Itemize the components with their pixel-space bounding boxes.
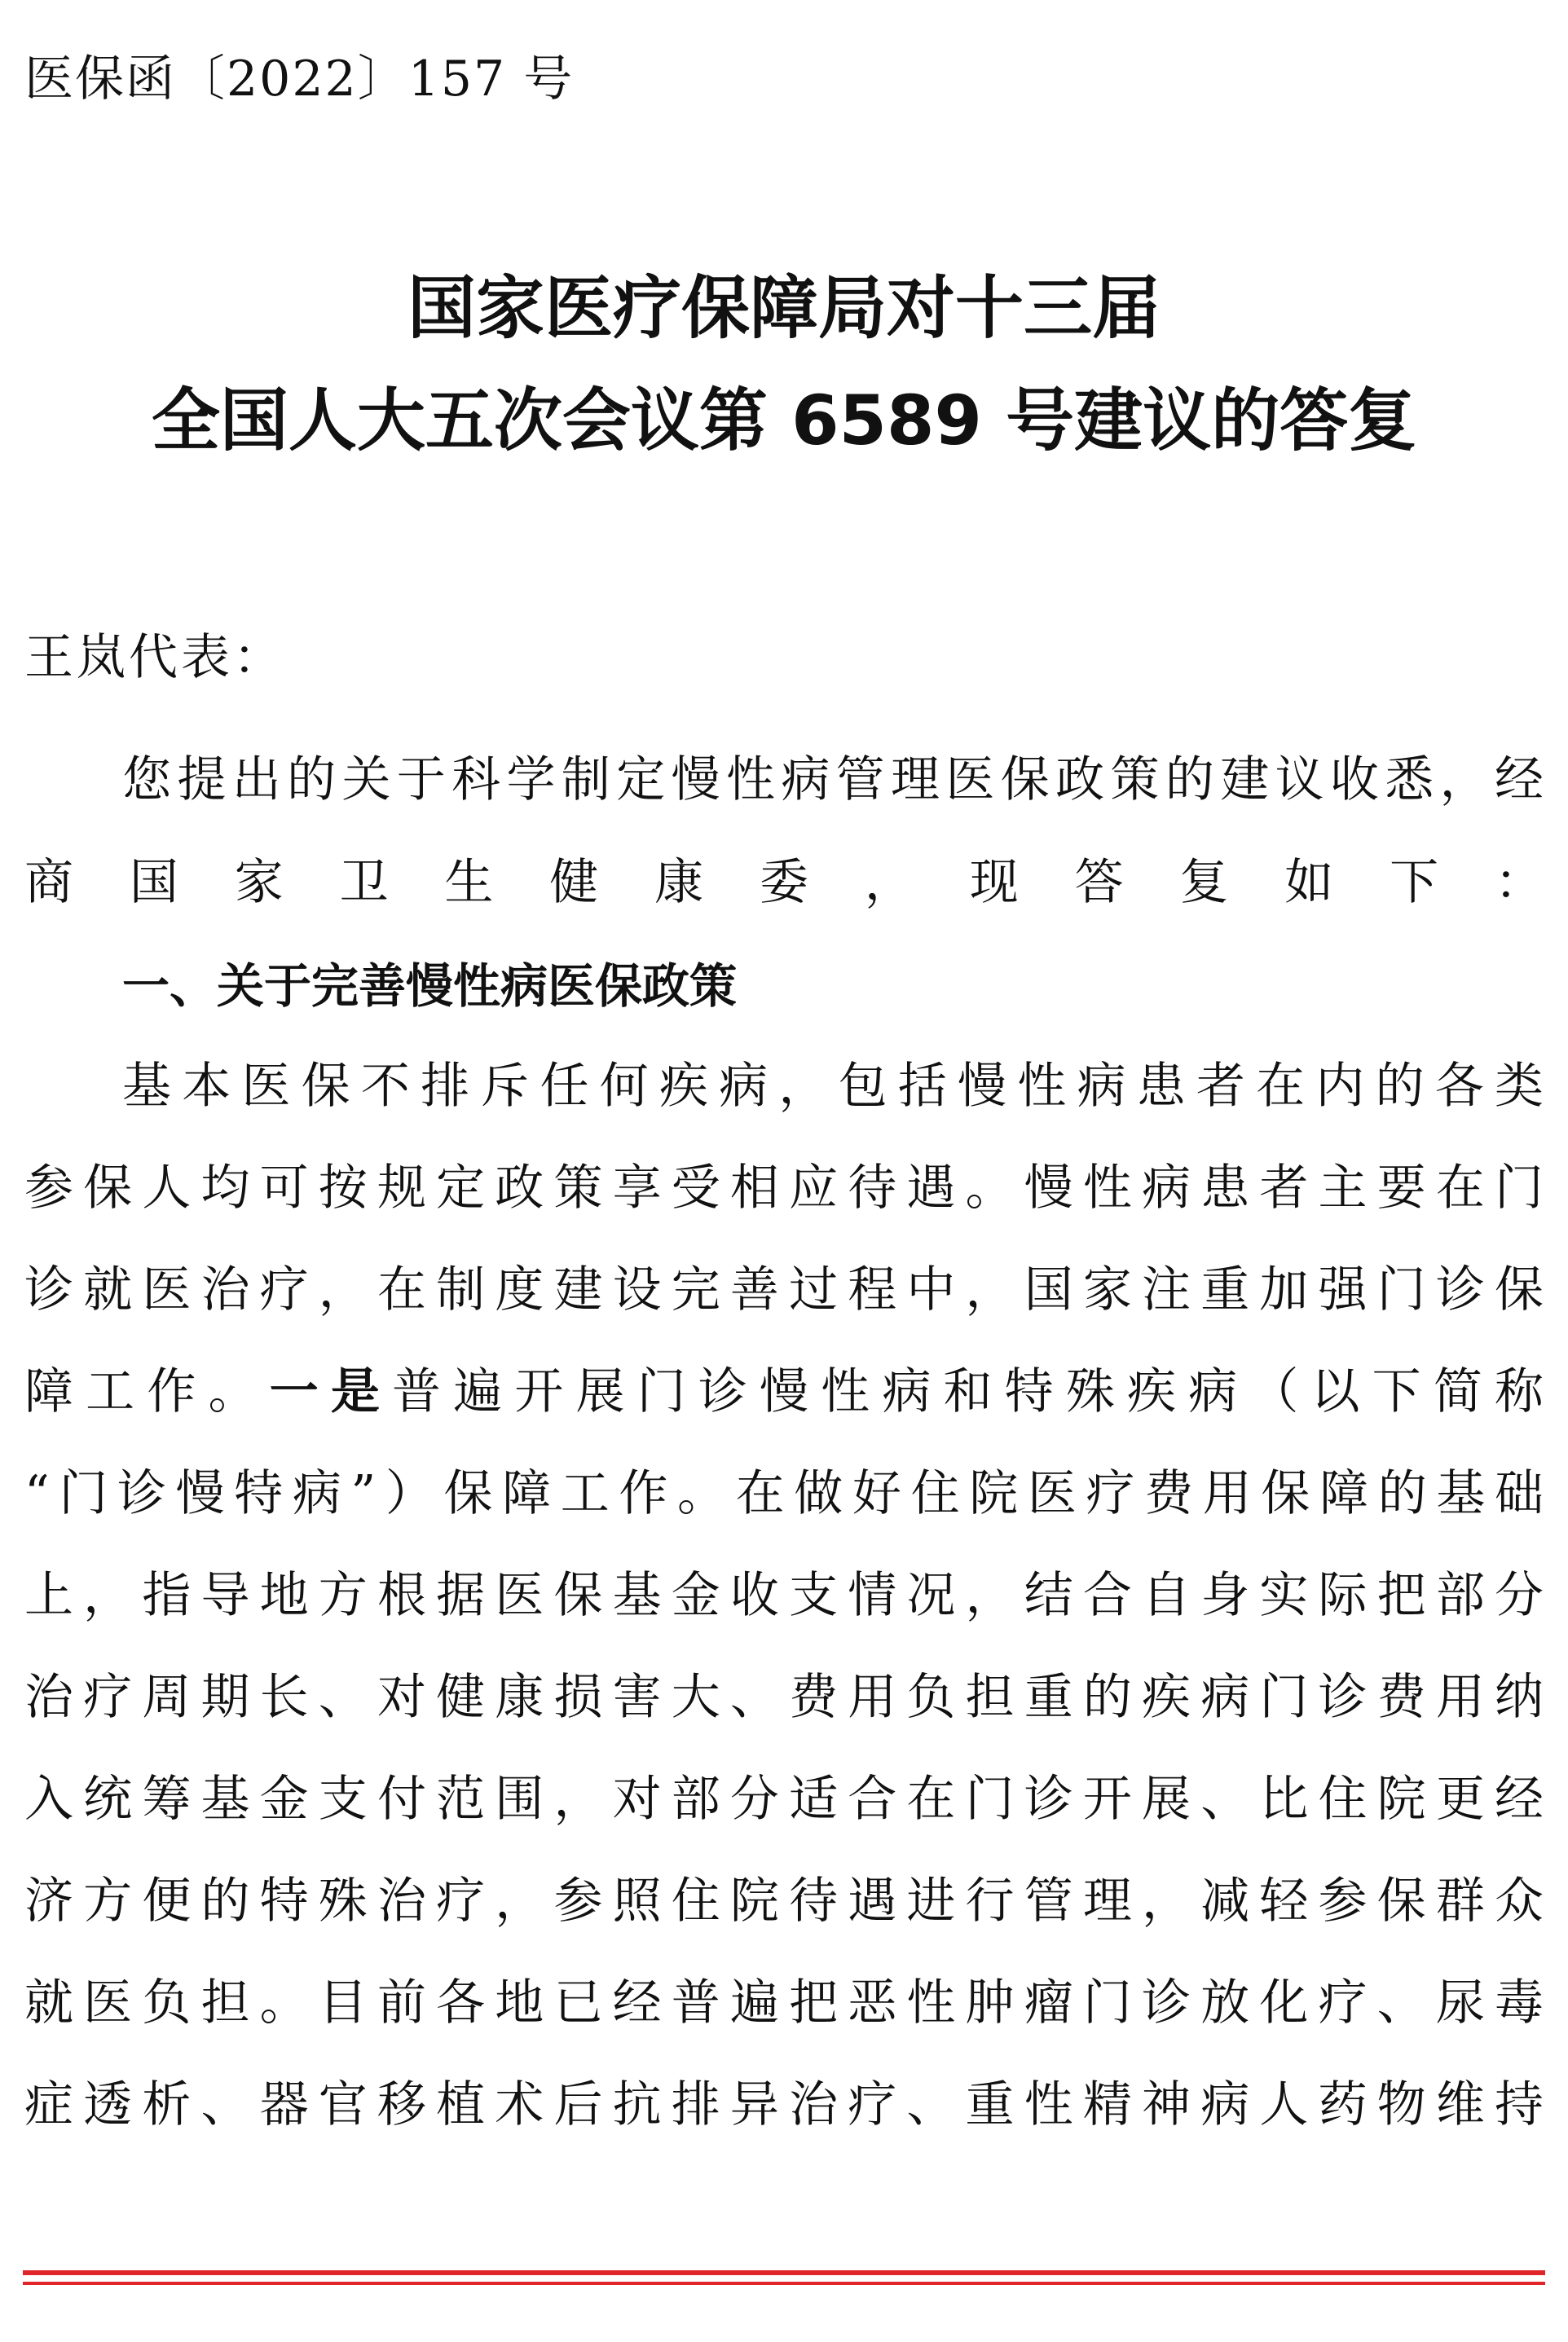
salutation: 王岚代表： <box>24 629 285 686</box>
intro-line-2 <box>24 846 1544 919</box>
body-line-2: 参保人均可按规定政策享受相应待遇。慢性病患者主要在门 <box>24 1160 1544 1217</box>
title-line-1: 国家医疗保障局对十三届 <box>407 268 1161 348</box>
section-1-heading: 一、关于完善慢性病医保政策 <box>122 958 738 1014</box>
body-line-4-start: 障工作。 <box>24 1363 270 1420</box>
body-line-3: 诊就医治疗，在制度建设完善过程中，国家注重加强门诊保 <box>24 1261 1544 1318</box>
body-line-4 <box>24 1355 1544 1429</box>
body-line-7: 治疗周期长、对健康损害大、费用负担重的疾病门诊费用纳 <box>24 1669 1544 1726</box>
body-line-6: 上，指导地方根据医保基金收支情况，结合自身实际把部分 <box>24 1567 1544 1624</box>
body-line-10: 就医负担。目前各地已经普遍把恶性肿瘤门诊放化疗、尿毒 <box>24 1974 1544 2032</box>
intro-line-1: 您提出的关于科学制定慢性病管理医保政策的建议收悉，经 <box>122 751 1544 808</box>
body-line-5: “门诊慢特病”）保障工作。在做好住院医疗费用保障的基础 <box>24 1465 1544 1522</box>
body-line-11: 症透析、器官移植术后抗排异治疗、重性精神病人药物维持 <box>24 2076 1544 2133</box>
body-line-9: 济方便的特殊治疗，参照住院待遇进行管理，减轻参保群众 <box>24 1873 1544 1930</box>
body-line-1: 基本医保不排斥任何疾病，包括慢性病患者在内的各类 <box>122 1058 1544 1115</box>
body-line-4-end: 普遍开展门诊慢性病和特殊疾病（以下简称 <box>392 1363 1544 1420</box>
intro-line-2-text: 商国家卫生健康委，现答复如下： <box>24 854 1544 911</box>
footer-red-rule-thick <box>23 2270 1545 2275</box>
title-line-2: 全国人大五次会议第 6589 号建议的答复 <box>151 381 1417 460</box>
body-line-8: 入统筹基金支付范围，对部分适合在门诊开展、比住院更经 <box>24 1771 1544 1828</box>
footer-red-rule-thin <box>23 2282 1545 2285</box>
document-number: 医保函〔2022〕157 号 <box>24 51 575 108</box>
body-line-4-emphasis: 一是 <box>269 1363 393 1420</box>
